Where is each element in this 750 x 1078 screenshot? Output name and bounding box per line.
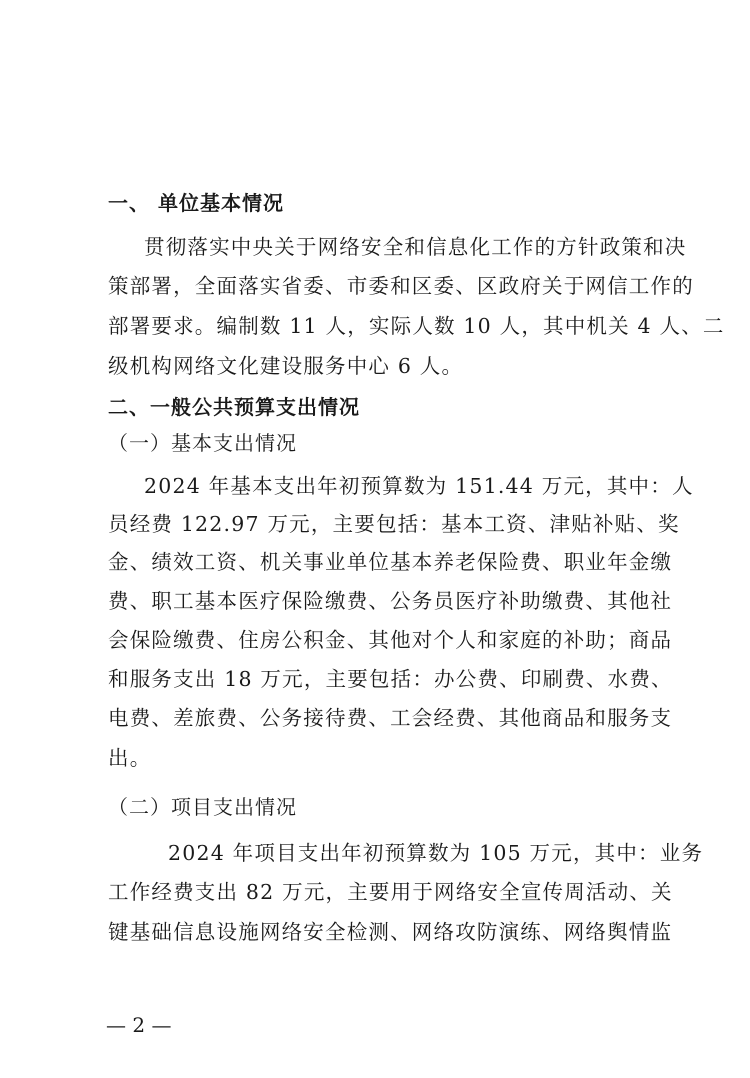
paragraph-line: 2024 年项目支出年初预算数为 105 万元，其中：业务 xyxy=(168,841,704,865)
paragraph-line: 会保险缴费、住房公积金、其他对个人和家庭的补助；商品 xyxy=(108,628,673,652)
paragraph-line: 电费、差旅费、公务接待费、工会经费、其他商品和服务支 xyxy=(108,706,673,730)
paragraph-line: 工作经费支出 82 万元，主要用于网络安全宣传周活动、关 xyxy=(108,880,673,904)
paragraph-line: 员经费 122.97 万元，主要包括：基本工资、津贴补贴、奖 xyxy=(108,512,680,536)
subsection-2-heading: （二）项目支出情况 xyxy=(108,795,297,819)
paragraph-line: 贯彻落实中央关于网络安全和信息化工作的方针政策和决 xyxy=(144,235,687,259)
paragraph-line: 部署要求。编制数 11 人，实际人数 10 人，其中机关 4 人、二 xyxy=(108,314,725,338)
paragraph-line: 金、绩效工资、机关事业单位基本养老保险费、职业年金缴 xyxy=(108,550,673,574)
paragraph-line: 和服务支出 18 万元，主要包括：办公费、印刷费、水费、 xyxy=(108,667,673,691)
section-1-heading: 一、 单位基本情况 xyxy=(108,191,284,215)
page-number: — 2 — xyxy=(106,1013,172,1037)
subsection-1-heading: （一）基本支出情况 xyxy=(108,431,297,455)
section-2-heading: 二、一般公共预算支出情况 xyxy=(108,395,360,419)
paragraph-line: 级机构网络文化建设服务中心 6 人。 xyxy=(108,354,464,378)
paragraph-line: 2024 年基本支出年初预算数为 151.44 万元，其中：人 xyxy=(144,474,694,498)
paragraph-line: 费、职工基本医疗保险缴费、公务员医疗补助缴费、其他社 xyxy=(108,589,673,613)
paragraph-line: 策部署，全面落实省委、市委和区委、区政府关于网信工作的 xyxy=(108,274,694,298)
paragraph-line: 键基础信息设施网络安全检测、网络攻防演练、网络舆情监 xyxy=(108,920,673,944)
paragraph-line: 出。 xyxy=(108,746,152,770)
